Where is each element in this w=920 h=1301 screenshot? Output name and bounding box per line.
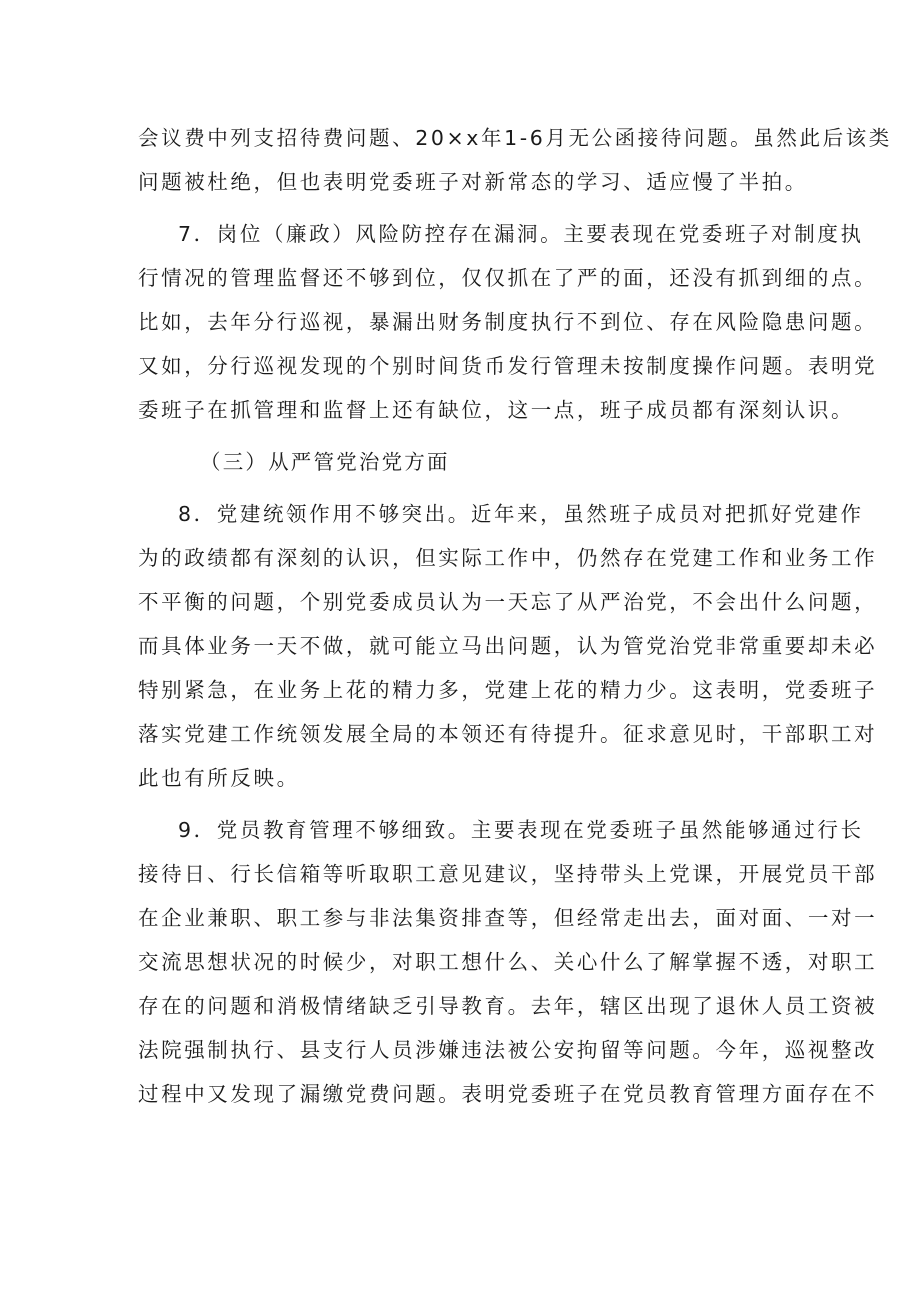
text-line: 不平衡的问题，个别党委成员认为一天忘了从严治党，不会出什么问题， — [138, 590, 878, 614]
text-line: 接待日、行长信箱等听取职工意见建议，坚持带头上党课，开展党员干部 — [138, 862, 878, 886]
text-line: 在企业兼职、职工参与非法集资排查等，但经常走出去，面对面、一对一 — [138, 906, 878, 930]
text-line: 比如，去年分行巡视，暴漏出财务制度执行不到位、存在风险隐患问题。 — [138, 310, 878, 334]
text-line: 又如，分行巡视发现的个别时间货币发行管理未按制度操作问题。表明党 — [138, 354, 878, 378]
section-heading: （三）从严管党治党方面 — [200, 450, 450, 474]
text-line: 而具体业务一天不做，就可能立马出问题，认为管党治党非常重要却未必 — [138, 634, 878, 658]
text-line: 过程中又发现了漏缴党费问题。表明党委班子在党员教育管理方面存在不 — [138, 1082, 878, 1106]
text-line: 此也有所反映。 — [138, 766, 300, 790]
text-line: 特别紧急，在业务上花的精力多，党建上花的精力少。这表明，党委班子 — [138, 678, 878, 702]
text-line: 行情况的管理监督还不够到位，仅仅抓在了严的面，还没有抓到细的点。 — [138, 266, 878, 290]
paragraph-8-start: 8．党建统领作用不够突出。近年来，虽然班子成员对把抓好党建作 — [178, 502, 864, 526]
text-line: 为的政绩都有深刻的认识，但实际工作中，仍然存在党建工作和业务工作 — [138, 546, 878, 570]
text-line: 法院强制执行、县支行人员涉嫌违法被公安拘留等问题。今年，巡视整改 — [138, 1038, 878, 1062]
paragraph-9-start: 9．党员教育管理不够细致。主要表现在党委班子虽然能够通过行长 — [178, 818, 864, 842]
text-line: 会议费中列支招待费问题、20×x年1-6月无公函接待问题。虽然此后该类 — [138, 126, 892, 150]
text-line: 交流思想状况的时候少，对职工想什么、关心什么了解掌握不透，对职工 — [138, 950, 878, 974]
text-line: 落实党建工作统领发展全局的本领还有待提升。征求意见时，干部职工对 — [138, 722, 878, 746]
text-line: 委班子在抓管理和监督上还有缺位，这一点，班子成员都有深刻认识。 — [138, 398, 855, 422]
paragraph-7-start: 7．岗位（廉政）风险防控存在漏洞。主要表现在党委班子对制度执 — [178, 222, 864, 246]
text-line: 问题被杜绝，但也表明党委班子对新常态的学习、适应慢了半拍。 — [138, 170, 808, 194]
text-line: 存在的问题和消极情绪缺乏引导教育。去年，辖区出现了退休人员工资被 — [138, 994, 878, 1018]
